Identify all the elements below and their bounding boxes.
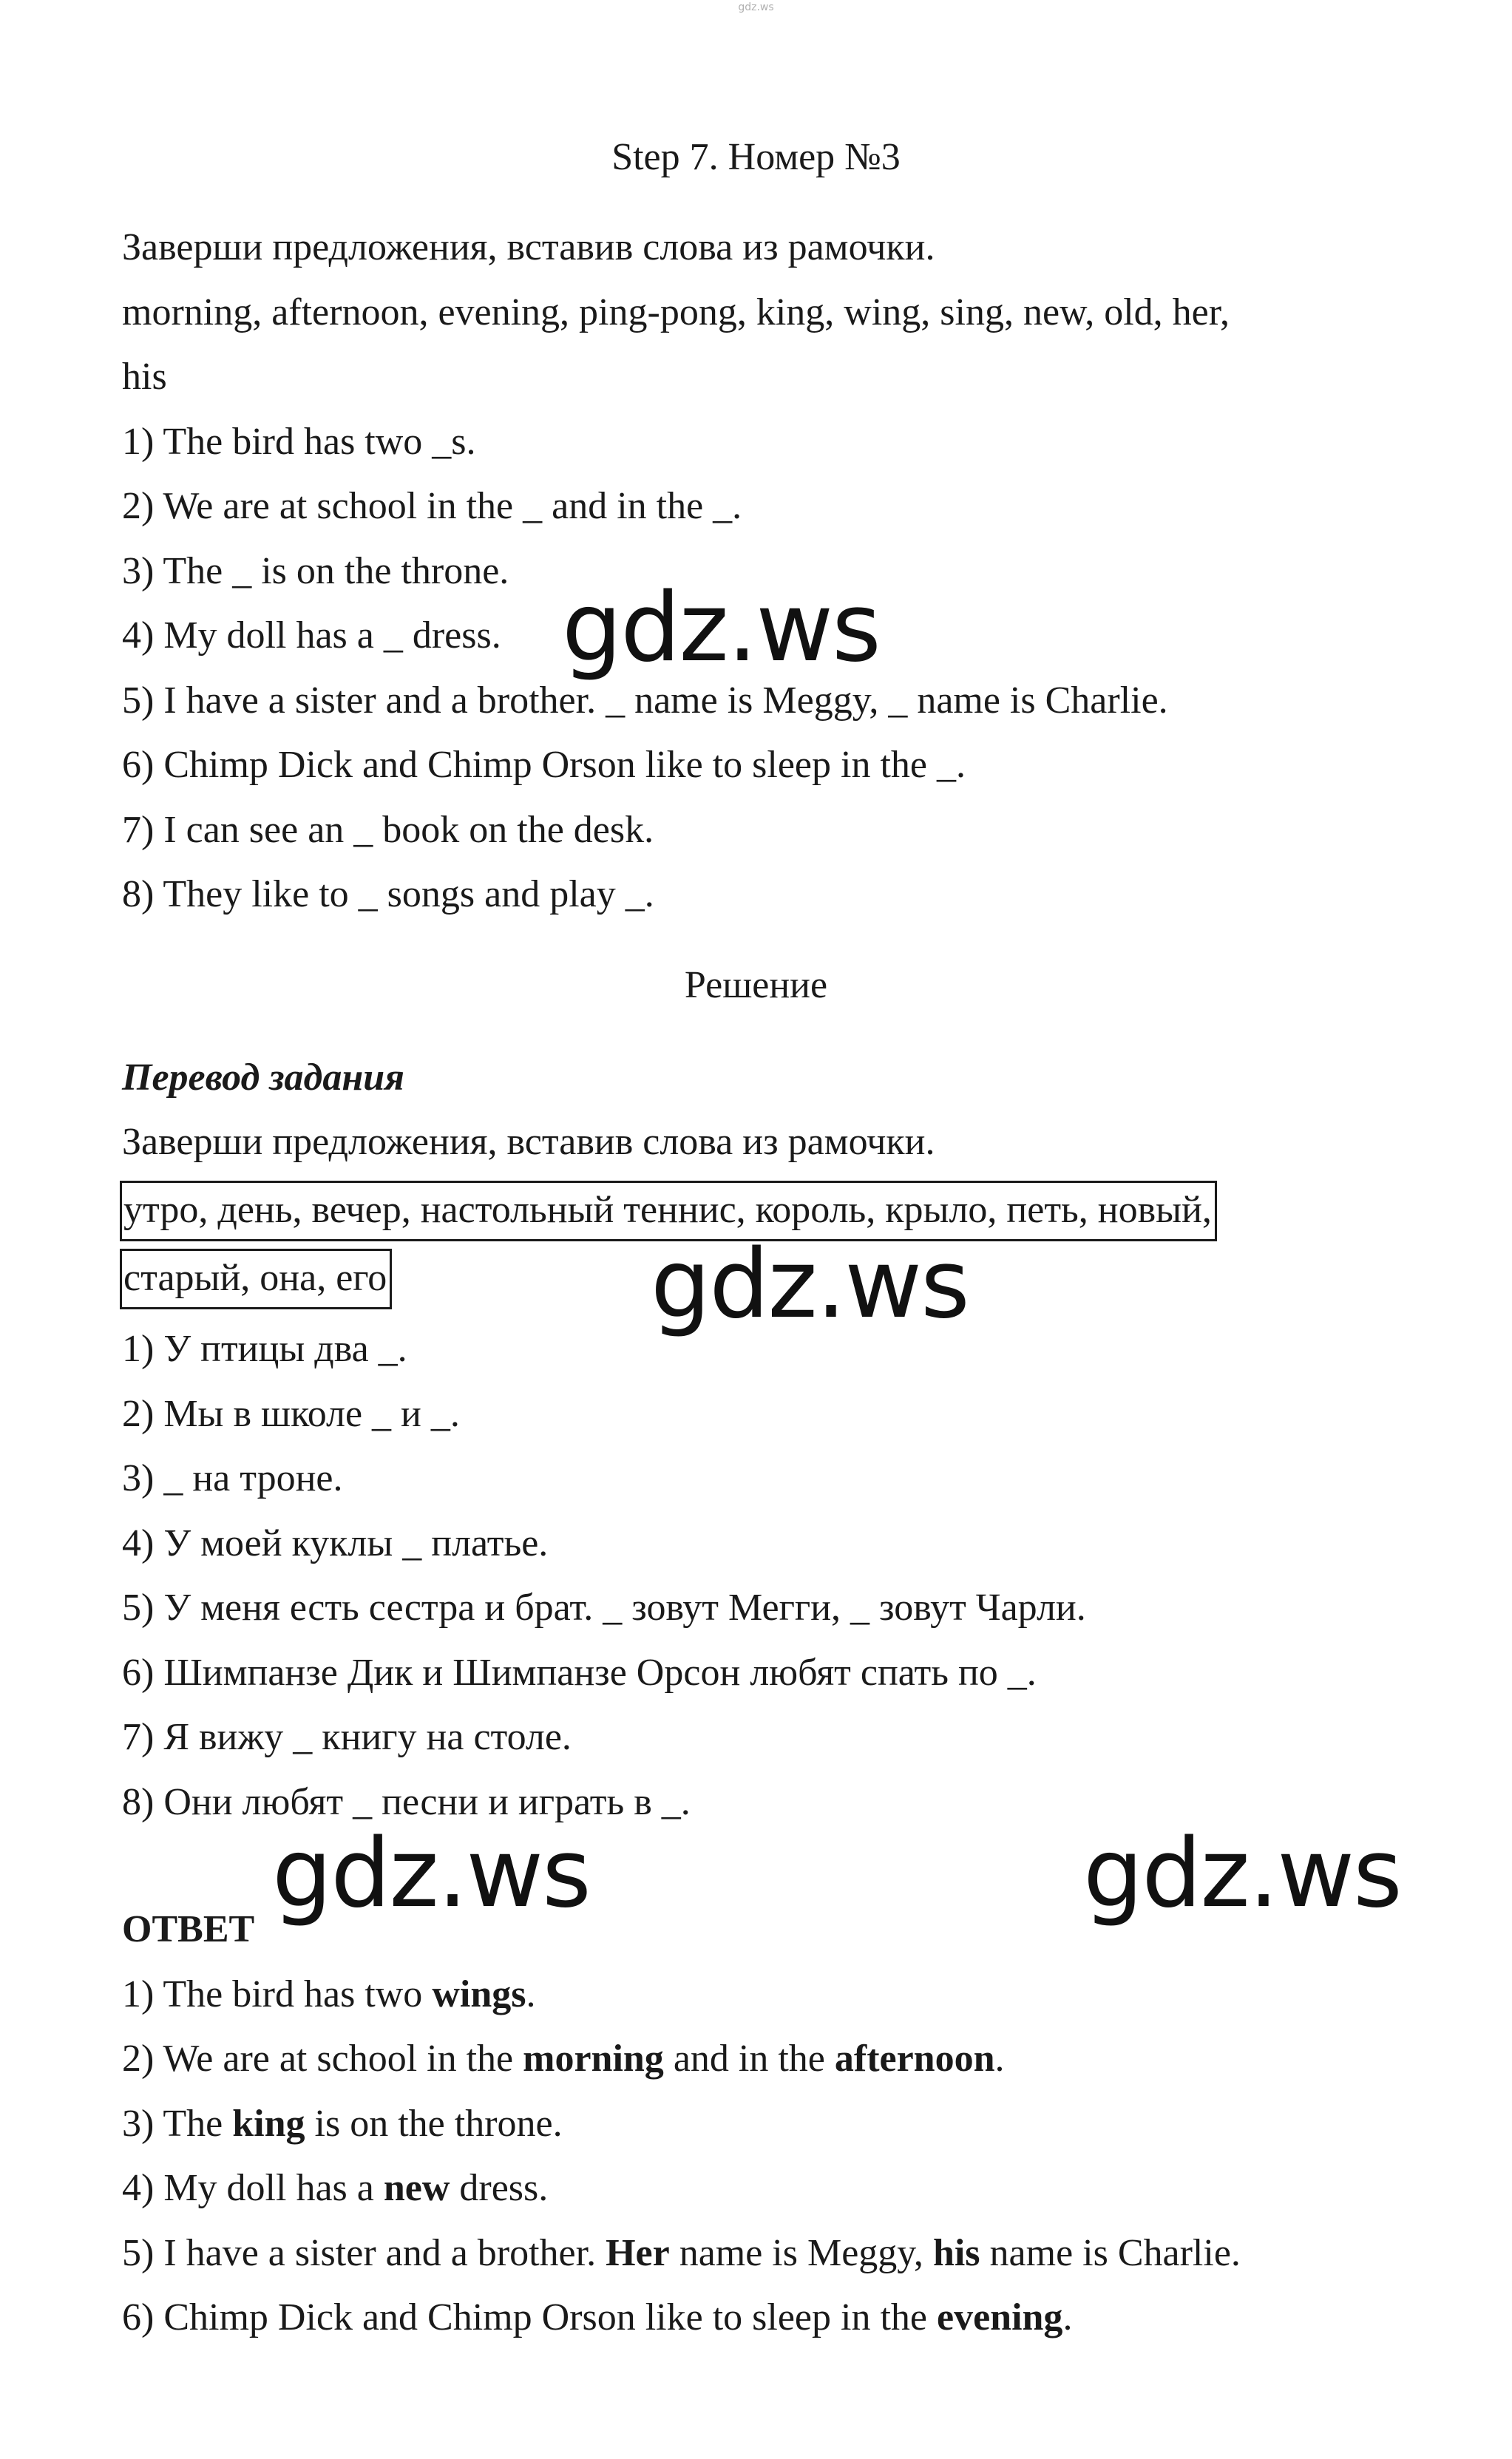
solution-heading: Решение — [684, 964, 828, 1006]
watermark: gdz.ws — [562, 573, 880, 683]
task-item: 4) My doll has a _ dress. — [122, 614, 501, 657]
task-item: 8) They like to _ songs and play _. — [122, 873, 654, 915]
answer-item: 4) My doll has a new dress. — [122, 2167, 549, 2209]
translated-task-item: 4) У моей куклы _ платье. — [122, 1522, 549, 1564]
word-box-text: утро, день, вечер, настольный теннис, король, крыло, петь, новый, — [120, 1181, 1217, 1241]
answer-item: 6) Chimp Dick and Chimp Orson like to sleep in the evening. — [122, 2296, 1073, 2338]
answer-heading: ОТВЕТ — [122, 1908, 255, 1950]
watermark: gdz.ws — [651, 1230, 969, 1340]
word-list-line-2: his — [122, 356, 167, 398]
page-title: Step 7. Номер №3 — [611, 136, 901, 178]
word-list-line-1: morning, afternoon, evening, ping-pong, king, wing, sing, new, old, her, — [122, 291, 1230, 333]
task-item: 6) Chimp Dick and Chimp Orson like to sleep in the _. — [122, 744, 966, 786]
task-item: 3) The _ is on the throne. — [122, 550, 509, 592]
task-item: 7) I can see an _ book on the desk. — [122, 809, 654, 851]
answer-item: 3) The king is on the throne. — [122, 2103, 563, 2145]
word-box-line-2 — [120, 1249, 392, 1309]
task-intro: Заверши предложения, вставив слова из рамочки. — [122, 226, 935, 268]
translation-intro: Заверши предложения, вставив слова из рамочки. — [122, 1121, 935, 1163]
translated-task-item: 8) Они любят _ песни и играть в _. — [122, 1781, 691, 1823]
watermark: gdz.ws — [1083, 1819, 1401, 1929]
translated-task-item: 3) _ на троне. — [122, 1457, 343, 1499]
translated-task-item: 1) У птицы два _. — [122, 1328, 407, 1370]
task-item: 2) We are at school in the _ and in the _. — [122, 485, 742, 527]
answer-item: 5) I have a sister and a brother. Her name is Meggy, his name is Charlie. — [122, 2232, 1241, 2274]
translation-heading: Перевод задания — [122, 1056, 404, 1099]
translated-task-item: 7) Я вижу _ книгу на столе. — [122, 1716, 572, 1758]
translated-task-item: 6) Шимпанзе Дик и Шимпанзе Орсон любят спать по _. — [122, 1652, 1037, 1694]
task-item: 1) The bird has two _s. — [122, 421, 476, 463]
top-watermark: gdz.ws — [738, 1, 774, 13]
answer-item: 2) We are at school in the morning and in the afternoon. — [122, 2038, 1005, 2080]
word-box-text: старый, она, его — [120, 1249, 392, 1309]
answer-item: 1) The bird has two wings. — [122, 1973, 536, 2015]
translated-task-item: 5) У меня есть сестра и брат. _ зовут Мегги, _ зовут Чарли. — [122, 1587, 1086, 1629]
task-item: 5) I have a sister and a brother. _ name is Meggy, _ name is Charlie. — [122, 679, 1168, 722]
watermark: gdz.ws — [272, 1819, 590, 1929]
translated-task-item: 2) Мы в школе _ и _. — [122, 1393, 460, 1435]
